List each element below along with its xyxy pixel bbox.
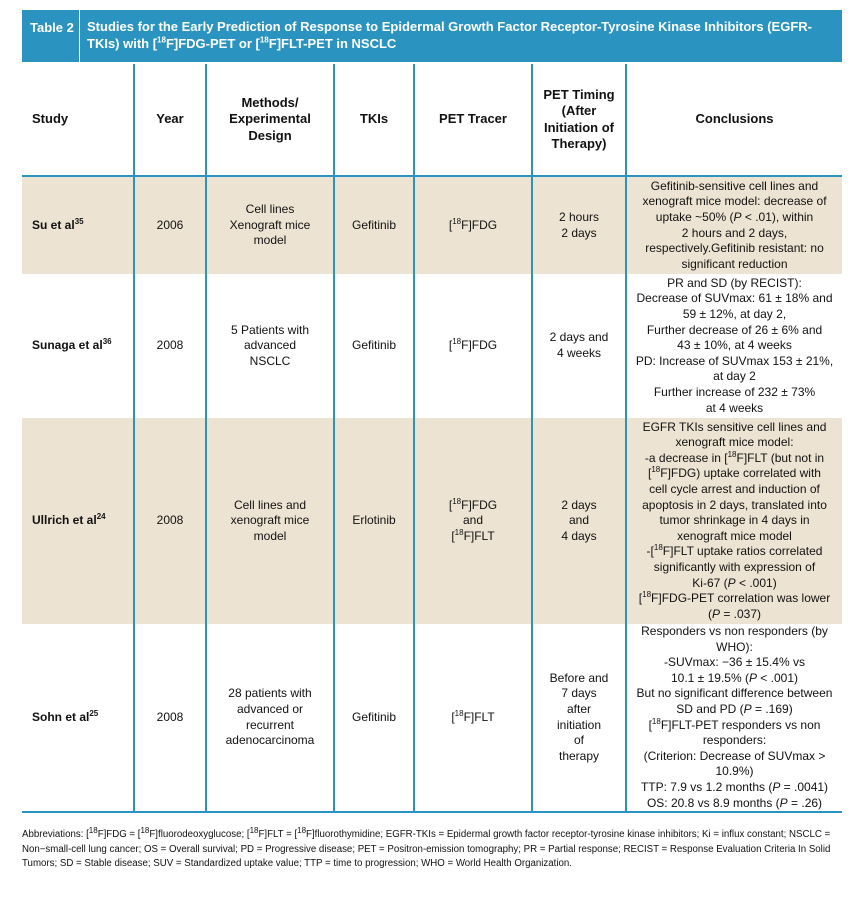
studies-table bbox=[22, 64, 842, 813]
abbreviations-footnote: Abbreviations: [$^{18}$F]FDG = [$^{18}$F]fluorodeoxyglucose; [$^{18}$F]FLT = [$^{18}$F]fluorothymidine; EGFR-TKIs = Epidermal growth factor receptor-tyrosine kinase inhibitors; Ki = influx constant; NSCLC = Non−small-cell lung cancer; OS = Overall survival; PD = Progressive disease; PET = Positron-emission tomography; PR = Partial response; RECIST = Response Evaluation Criteria In Solid Tumors; SD = Stable disease; SUV = Standardized uptake value; TTP = time to progression; WHO = World Health Organization. bbox=[22, 825, 831, 869]
tracer-cell: [$^{18}$F]FLT bbox=[414, 624, 532, 812]
timing-cell: Before and 7 days after initiation of therapy bbox=[532, 624, 626, 812]
col-header-methods: Methods/ Experimental Design bbox=[206, 64, 334, 176]
conclusions-cell: Responders vs non responders (by WHO): -SUVmax: −36 ± 15.4% vs 10.1 ± 19.5% (P < .001) But no significant difference between SD and PD (P = .169) [$^{18}$F]FLT-PET responders vs non responders: (Criterion: Decrease of SUVmax > 10.9%) TTP: 7.9 vs 1.2 months (P = .0041) OS: 20.8 vs 8.9 months (P = .26) bbox=[626, 624, 842, 812]
tracer-cell: [$^{18}$F]FDG bbox=[414, 176, 532, 274]
col-header-pet-tracer: PET Tracer bbox=[414, 64, 532, 176]
study-cell: Sohn et $al^{25}$ bbox=[32, 708, 99, 724]
col-header-year: Year bbox=[134, 64, 206, 176]
conclusions-cell: PR and SD (by RECIST): Decrease of SUVmax: 61 ± 18% and 59 ± 12%, at day 2, Further decrease of 26 ± 6% and 43 ± 10%, at 4 weeks PD: Increase of SUVmax 153 ± 21%, at day 2 Further increase of 232 ± 73% at 4 weeks bbox=[626, 274, 842, 418]
header-row bbox=[22, 64, 842, 176]
tki-cell: Gefitinib bbox=[334, 176, 414, 274]
conclusions-cell: Gefitinib-sensitive cell lines and xenograft mice model: decrease of uptake ~50% (P < .01), within 2 hours and 2 days, respectively.Gefitinib resistant: no significant reduction bbox=[626, 176, 842, 274]
table-row bbox=[22, 418, 842, 624]
study-cell: Su et $al^{35}$ bbox=[32, 216, 84, 232]
tki-cell: Gefitinib bbox=[334, 624, 414, 812]
timing-cell: 2 hours 2 days bbox=[532, 176, 626, 274]
tracer-cell: [$^{18}$F]FDG bbox=[414, 274, 532, 418]
study-cell: Sunaga et $al^{36}$ bbox=[32, 337, 112, 353]
methods-cell: 28 patients with advanced or recurrent adenocarcinoma bbox=[206, 624, 334, 812]
table-row bbox=[22, 624, 842, 812]
methods-cell: Cell lines and xenograft mice model bbox=[206, 418, 334, 624]
year-cell: 2008 bbox=[134, 274, 206, 418]
col-header-study: Study bbox=[32, 111, 69, 127]
conclusions-cell: EGFR TKIs sensitive cell lines and xenograft mice model: -a decrease in [$^{18}$F]FLT (but not in [$^{18}$F]FDG) uptake correlated with cell cycle arrest and induction of apoptosis in 2 days, translated into tumor shrinkage in 4 days in xenograft mice model -[$^{18}$F]FLT uptake ratios correlated significantly with expression of Ki-67 (P < .001) [$^{18}$F]FDG-PET correlation was lower (P = .037) bbox=[626, 418, 842, 624]
tki-cell: Erlotinib bbox=[334, 418, 414, 624]
table-title-bar bbox=[22, 10, 842, 62]
col-header-tkis: TKIs bbox=[334, 64, 414, 176]
table-row bbox=[22, 274, 842, 418]
methods-cell: 5 Patients with advanced NSCLC bbox=[206, 274, 334, 418]
tracer-cell: [$^{18}$F]FDG and [$^{18}$F]FLT bbox=[414, 418, 532, 624]
table-row bbox=[22, 176, 842, 274]
study-cell: Ullrich et $al^{24}$ bbox=[32, 512, 106, 528]
year-cell: 2008 bbox=[134, 418, 206, 624]
tki-cell: Gefitinib bbox=[334, 274, 414, 418]
timing-cell: 2 days and 4 days bbox=[532, 418, 626, 624]
table-label: Table 2 bbox=[22, 10, 80, 62]
timing-cell: 2 days and 4 weeks bbox=[532, 274, 626, 418]
col-header-conclusions: Conclusions bbox=[626, 64, 842, 176]
col-header-pet-timing: PET Timing (After Initiation of Therapy) bbox=[532, 64, 626, 176]
table-title: Studies for the Early Prediction of Response to Epidermal Growth Factor Receptor-Tyrosine Kinase Inhibitors (EGFR-TKIs) with [$^{18}$F]FDG-PET or [$^{18}$F]FLT-PET in NSCLC bbox=[87, 19, 812, 51]
year-cell: 2006 bbox=[134, 176, 206, 274]
methods-cell: Cell lines Xenograft mice model bbox=[206, 176, 334, 274]
year-cell: 2008 bbox=[134, 624, 206, 812]
